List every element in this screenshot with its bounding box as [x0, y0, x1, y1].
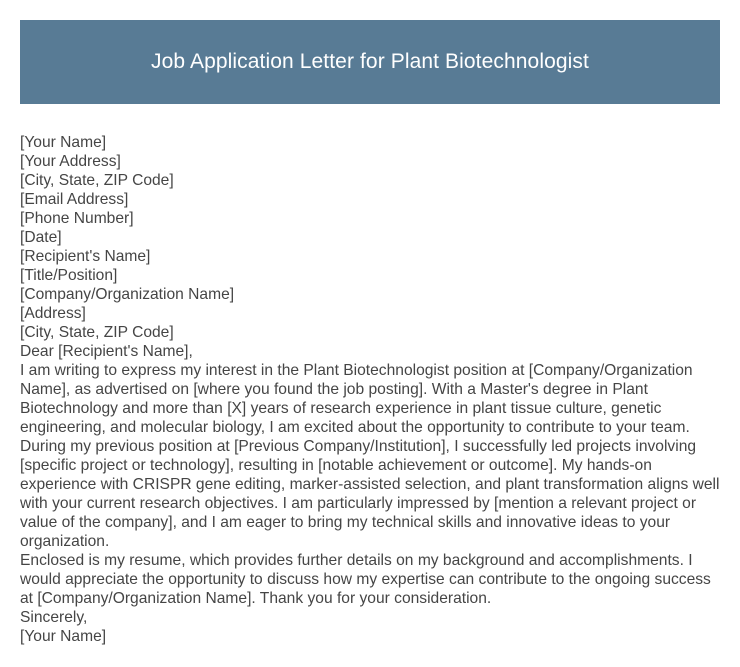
title-banner: [20, 20, 720, 104]
signature: [Your Name]: [20, 628, 107, 645]
sender-address: [Your Address]: [20, 153, 121, 170]
recipient-title: [Title/Position]: [20, 267, 118, 284]
page-title: Job Application Letter for Plant Biotechnologist: [151, 50, 589, 73]
letter-body: [20, 133, 720, 646]
recipient-address: [Address]: [20, 305, 86, 322]
sender-email: [Email Address]: [20, 191, 129, 208]
salutation: Dear [Recipient's Name],: [20, 343, 193, 360]
closing: Sincerely,: [20, 609, 88, 626]
recipient-city-state-zip: [City, State, ZIP Code]: [20, 324, 174, 341]
sender-name: [Your Name]: [20, 134, 107, 151]
letter-date: [Date]: [20, 229, 62, 246]
sender-city-state-zip: [City, State, ZIP Code]: [20, 172, 174, 189]
recipient-name: [Recipient's Name]: [20, 248, 151, 265]
body-paragraph-2: Enclosed is my resume, which provides further details on my background and accomplishments. I would appreciate the opportunity to discuss how my expertise can contribute to the ongoing success at [Company/Organization Name]. Thank you for your consideration.: [20, 552, 711, 607]
body-paragraph-1: I am writing to express my interest in the Plant Biotechnologist position at [Company/Organization Name], as advertised on [where you found the job posting]. With a Master's degree in Plant Biotechnology and more than [X] years of research experience in plant tissue culture, genetic engineering, and molecular biology, I am excited about the opportunity to contribute to your team. During my previous position at [Previous Company/Institution], I successfully led projects involving [specific project or technology], resulting in [notable achievement or outcome]. My hands-on experience with CRISPR gene editing, marker-assisted selection, and plant transformation aligns well with your current research objectives. I am particularly impressed by [mention a relevant project or value of the company], and I am eager to bring my technical skills and innovative ideas to your organization.: [20, 362, 720, 550]
sender-phone: [Phone Number]: [20, 210, 134, 227]
recipient-company: [Company/Organization Name]: [20, 286, 235, 303]
